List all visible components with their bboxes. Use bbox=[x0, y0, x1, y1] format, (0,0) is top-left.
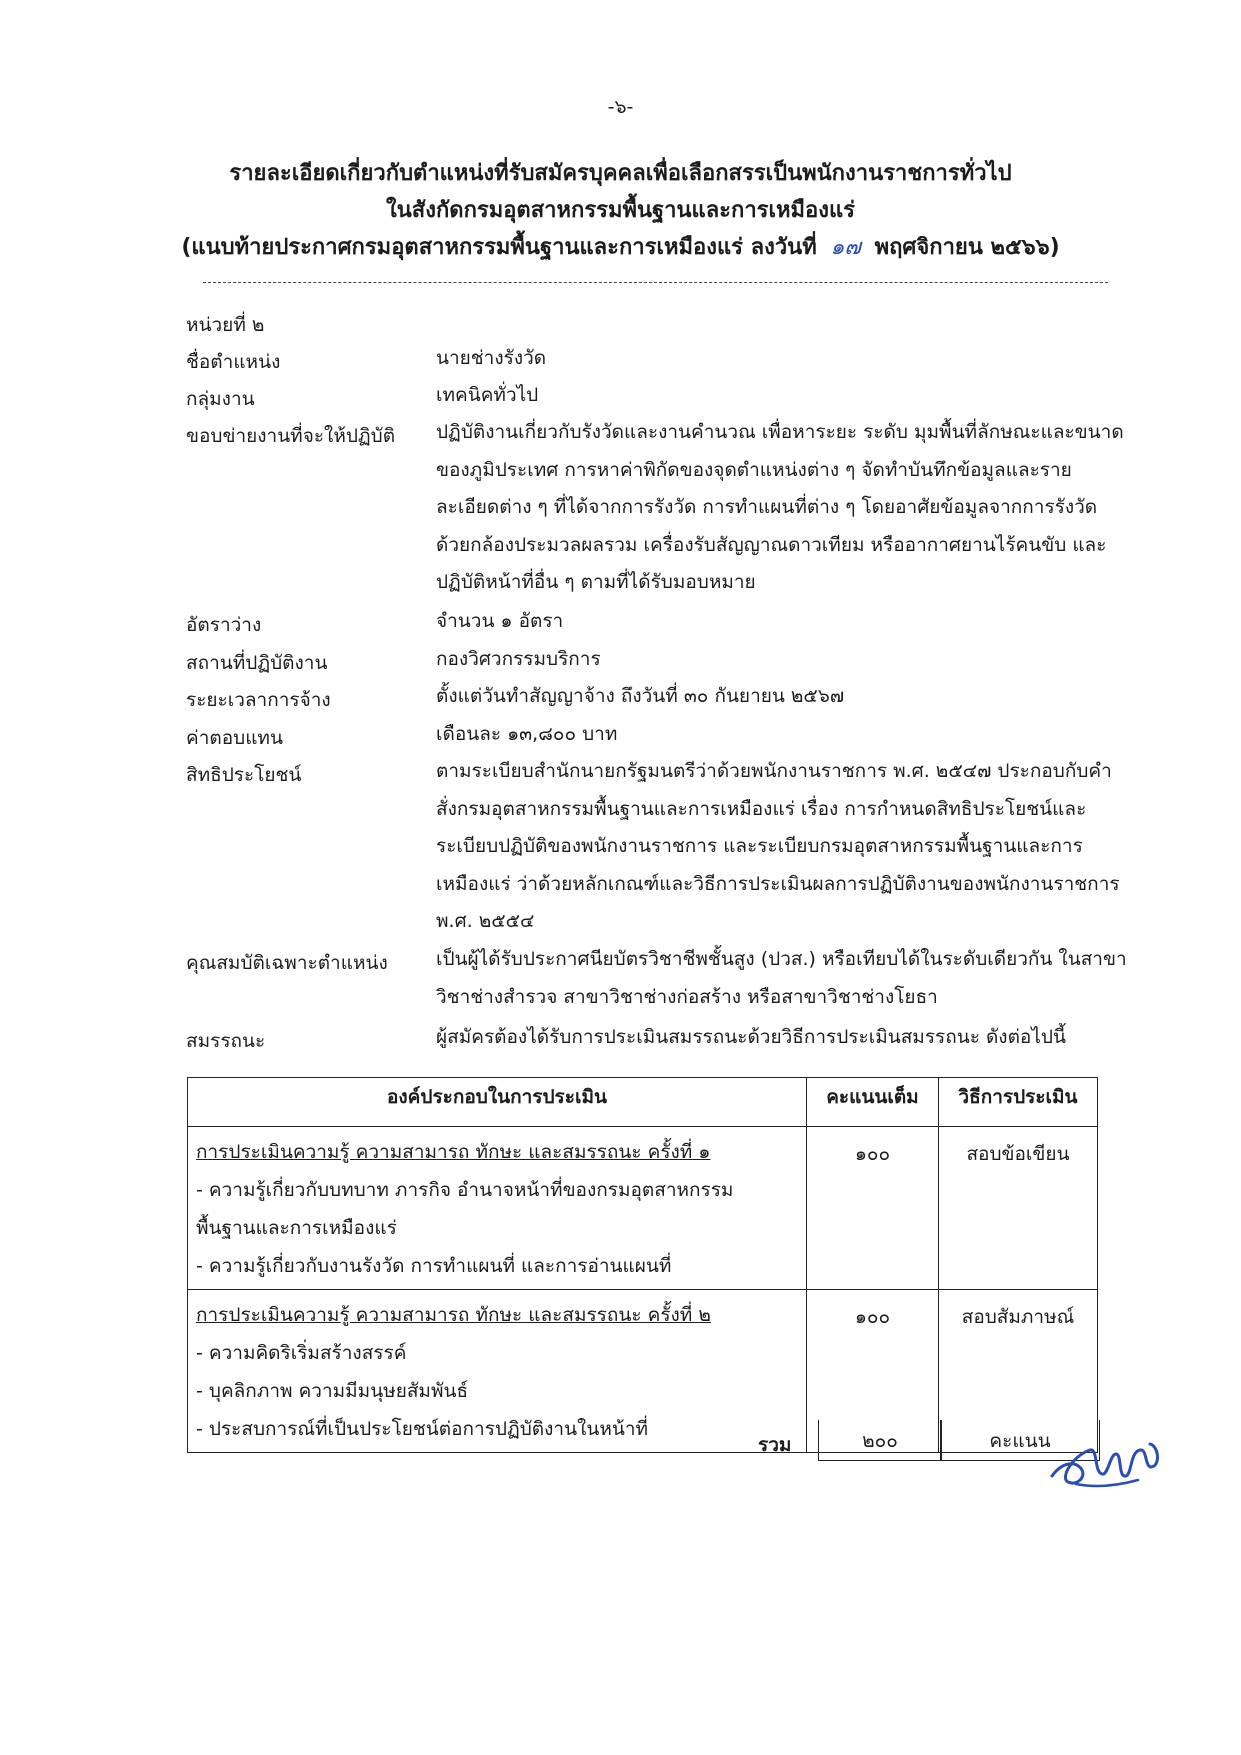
total-label: รวม bbox=[758, 1434, 792, 1456]
workplace-label: สถานที่ปฏิบัติงาน bbox=[186, 652, 328, 674]
header-component: องค์ประกอบในการประเมิน bbox=[188, 1078, 807, 1127]
handwritten-date: ๑๗ bbox=[830, 235, 861, 260]
page-number: -๖- bbox=[607, 96, 634, 118]
document-title-line-3 bbox=[0, 229, 1241, 264]
document-title-line-1: รายละเอียดเกี่ยวกับตำแหน่งที่รับสมัครบุคคลเพื่อเลือกสรรเป็นพนักงานราชการทั่วไป bbox=[229, 161, 1012, 186]
method-cell: สอบข้อเขียน bbox=[938, 1127, 1097, 1290]
scope-label: ขอบข่ายงานที่จะให้ปฏิบัติ bbox=[186, 425, 396, 447]
job-group-label: กลุ่มงาน bbox=[186, 388, 255, 410]
document-title-line-2: ในสังกัดกรมอุตสาหกรรมพื้นฐานและการเหมืองแร่ bbox=[386, 198, 855, 223]
competency-value: ผู้สมัครต้องได้รับการประเมินสมรรถนะด้วยวิธีการประเมินสมรรถนะ ดังต่อไปนี้ bbox=[436, 1026, 1066, 1048]
position-name-label: ชื่อตำแหน่ง bbox=[186, 351, 281, 373]
handwritten-signature bbox=[1046, 1432, 1166, 1494]
component-cell bbox=[188, 1127, 807, 1290]
compensation-label: ค่าตอบแทน bbox=[186, 727, 283, 749]
assessment-item: - ความรู้เกี่ยวกับงานรังวัด การทำแผนที่ และการอ่านแผนที่ bbox=[196, 1255, 672, 1277]
total-score: ๒๐๐ bbox=[818, 1420, 942, 1461]
assessment-round-title: การประเมินความรู้ ความสามารถ ทักษะ และสมรรถนะ ครั้งที่ ๑ bbox=[196, 1141, 711, 1163]
header-method: วิธีการประเมิน bbox=[938, 1078, 1097, 1127]
competency-label: สมรรถนะ bbox=[186, 1030, 266, 1052]
assessment-item: - ความคิดริเริ่มสร้างสรรค์ bbox=[196, 1342, 407, 1364]
full-score-cell: ๑๐๐ bbox=[806, 1127, 938, 1290]
employment-period-value: ตั้งแต่วันทำสัญญาจ้าง ถึงวันที่ ๓๐ กันยายน ๒๕๖๗ bbox=[436, 685, 845, 707]
employment-period-label: ระยะเวลาการจ้าง bbox=[186, 689, 331, 711]
benefits-value: ตามระเบียบสำนักนายกรัฐมนตรีว่าด้วยพนักงานราชการ พ.ศ. ๒๕๔๗ ประกอบกับคำสั่งกรมอุตสาหกรรมพื้นฐานและการเหมืองแร่ เรื่อง การกำหนดสิทธิประโยชน์และระเบียบปฏิบัติของพนักงานราชการ และระเบียบกรมอุตสาหกรรมพื้นฐานและการเหมืองแร่ ว่าด้วยหลักเกณฑ์และวิธีการประเมินผลการปฏิบัติงานของพนักงานราชการ พ.ศ. ๒๕๕๔ bbox=[436, 760, 1120, 932]
workplace-value: กองวิศวกรรมบริการ bbox=[436, 648, 601, 670]
assessment-item: - ความรู้เกี่ยวกับบทบาท ภารกิจ อำนาจหน้าที่ของกรมอุตสาหกรรม bbox=[196, 1179, 734, 1201]
unit-heading: หน่วยที่ ๒ bbox=[186, 314, 265, 336]
assessment-item: พื้นฐานและการเหมืองแร่ bbox=[196, 1217, 397, 1239]
job-group-value: เทคนิคทั่วไป bbox=[436, 384, 539, 406]
vacancies-label: อัตราว่าง bbox=[186, 614, 262, 636]
scope-value: ปฏิบัติงานเกี่ยวกับรังวัดและงานคำนวณ เพื่อหาระยะ ระดับ มุมพื้นที่ลักษณะและขนาดของภูมิประเทศ การหาค่าพิกัดของจุดตำแหน่งต่าง ๆ จัดทำบันทึกข้อมูลและรายละเอียดต่าง ๆ ที่ได้จากการรังวัด การทำแผนที่ต่าง ๆ โดยอาศัยข้อมูลจากการรังวัด ด้วยกล้องประมวลผลรวม เครื่องรับสัญญาณดาวเทียม หรืออากาศยานไร้คนขับ และปฏิบัติหน้าที่อื่น ๆ ตามที่ได้รับมอบหมาย bbox=[436, 421, 1124, 593]
component-cell bbox=[188, 1290, 807, 1453]
assessment-table bbox=[187, 1077, 1098, 1453]
assessment-item: - บุคลิกภาพ ความมีมนุษยสัมพันธ์ bbox=[196, 1380, 469, 1402]
qualifications-label: คุณสมบัติเฉพาะตำแหน่ง bbox=[186, 952, 388, 974]
assessment-item: - ประสบการณ์ที่เป็นประโยชน์ต่อการปฏิบัติงานในหน้าที่ bbox=[196, 1418, 649, 1440]
title-line-3-prefix: (แนบท้ายประกาศกรมอุตสาหกรรมพื้นฐานและการเหมืองแร่ ลงวันที่ bbox=[181, 235, 817, 260]
qualifications-value: เป็นผู้ได้รับประกาศนียบัตรวิชาชีพชั้นสูง (ปวส.) หรือเทียบได้ในระดับเดียวกัน ในสาขาวิชาช่างสำรวจ สาขาวิชาช่างก่อสร้าง หรือสาขาวิชาช่างโยธา bbox=[436, 948, 1127, 1008]
header-full-score: คะแนนเต็ม bbox=[806, 1078, 938, 1127]
vacancies-value: จำนวน ๑ อัตรา bbox=[436, 610, 564, 632]
compensation-value: เดือนละ ๑๓,๘๐๐ บาท bbox=[436, 723, 618, 745]
full-score-cell: ๑๐๐ bbox=[806, 1290, 938, 1453]
dashed-divider bbox=[203, 282, 1108, 283]
total-unit: คะแนน bbox=[940, 1420, 1100, 1461]
table-row bbox=[188, 1127, 1098, 1290]
assessment-round-title: การประเมินความรู้ ความสามารถ ทักษะ และสมรรถนะ ครั้งที่ ๒ bbox=[196, 1304, 711, 1326]
assessment-table-header-row bbox=[188, 1078, 1098, 1127]
position-name-value: นายช่างรังวัด bbox=[436, 347, 547, 369]
method-cell: สอบสัมภาษณ์ bbox=[938, 1290, 1097, 1453]
title-line-3-suffix: พฤศจิกายน ๒๕๖๖) bbox=[874, 235, 1060, 260]
benefits-label: สิทธิประโยชน์ bbox=[186, 764, 302, 786]
